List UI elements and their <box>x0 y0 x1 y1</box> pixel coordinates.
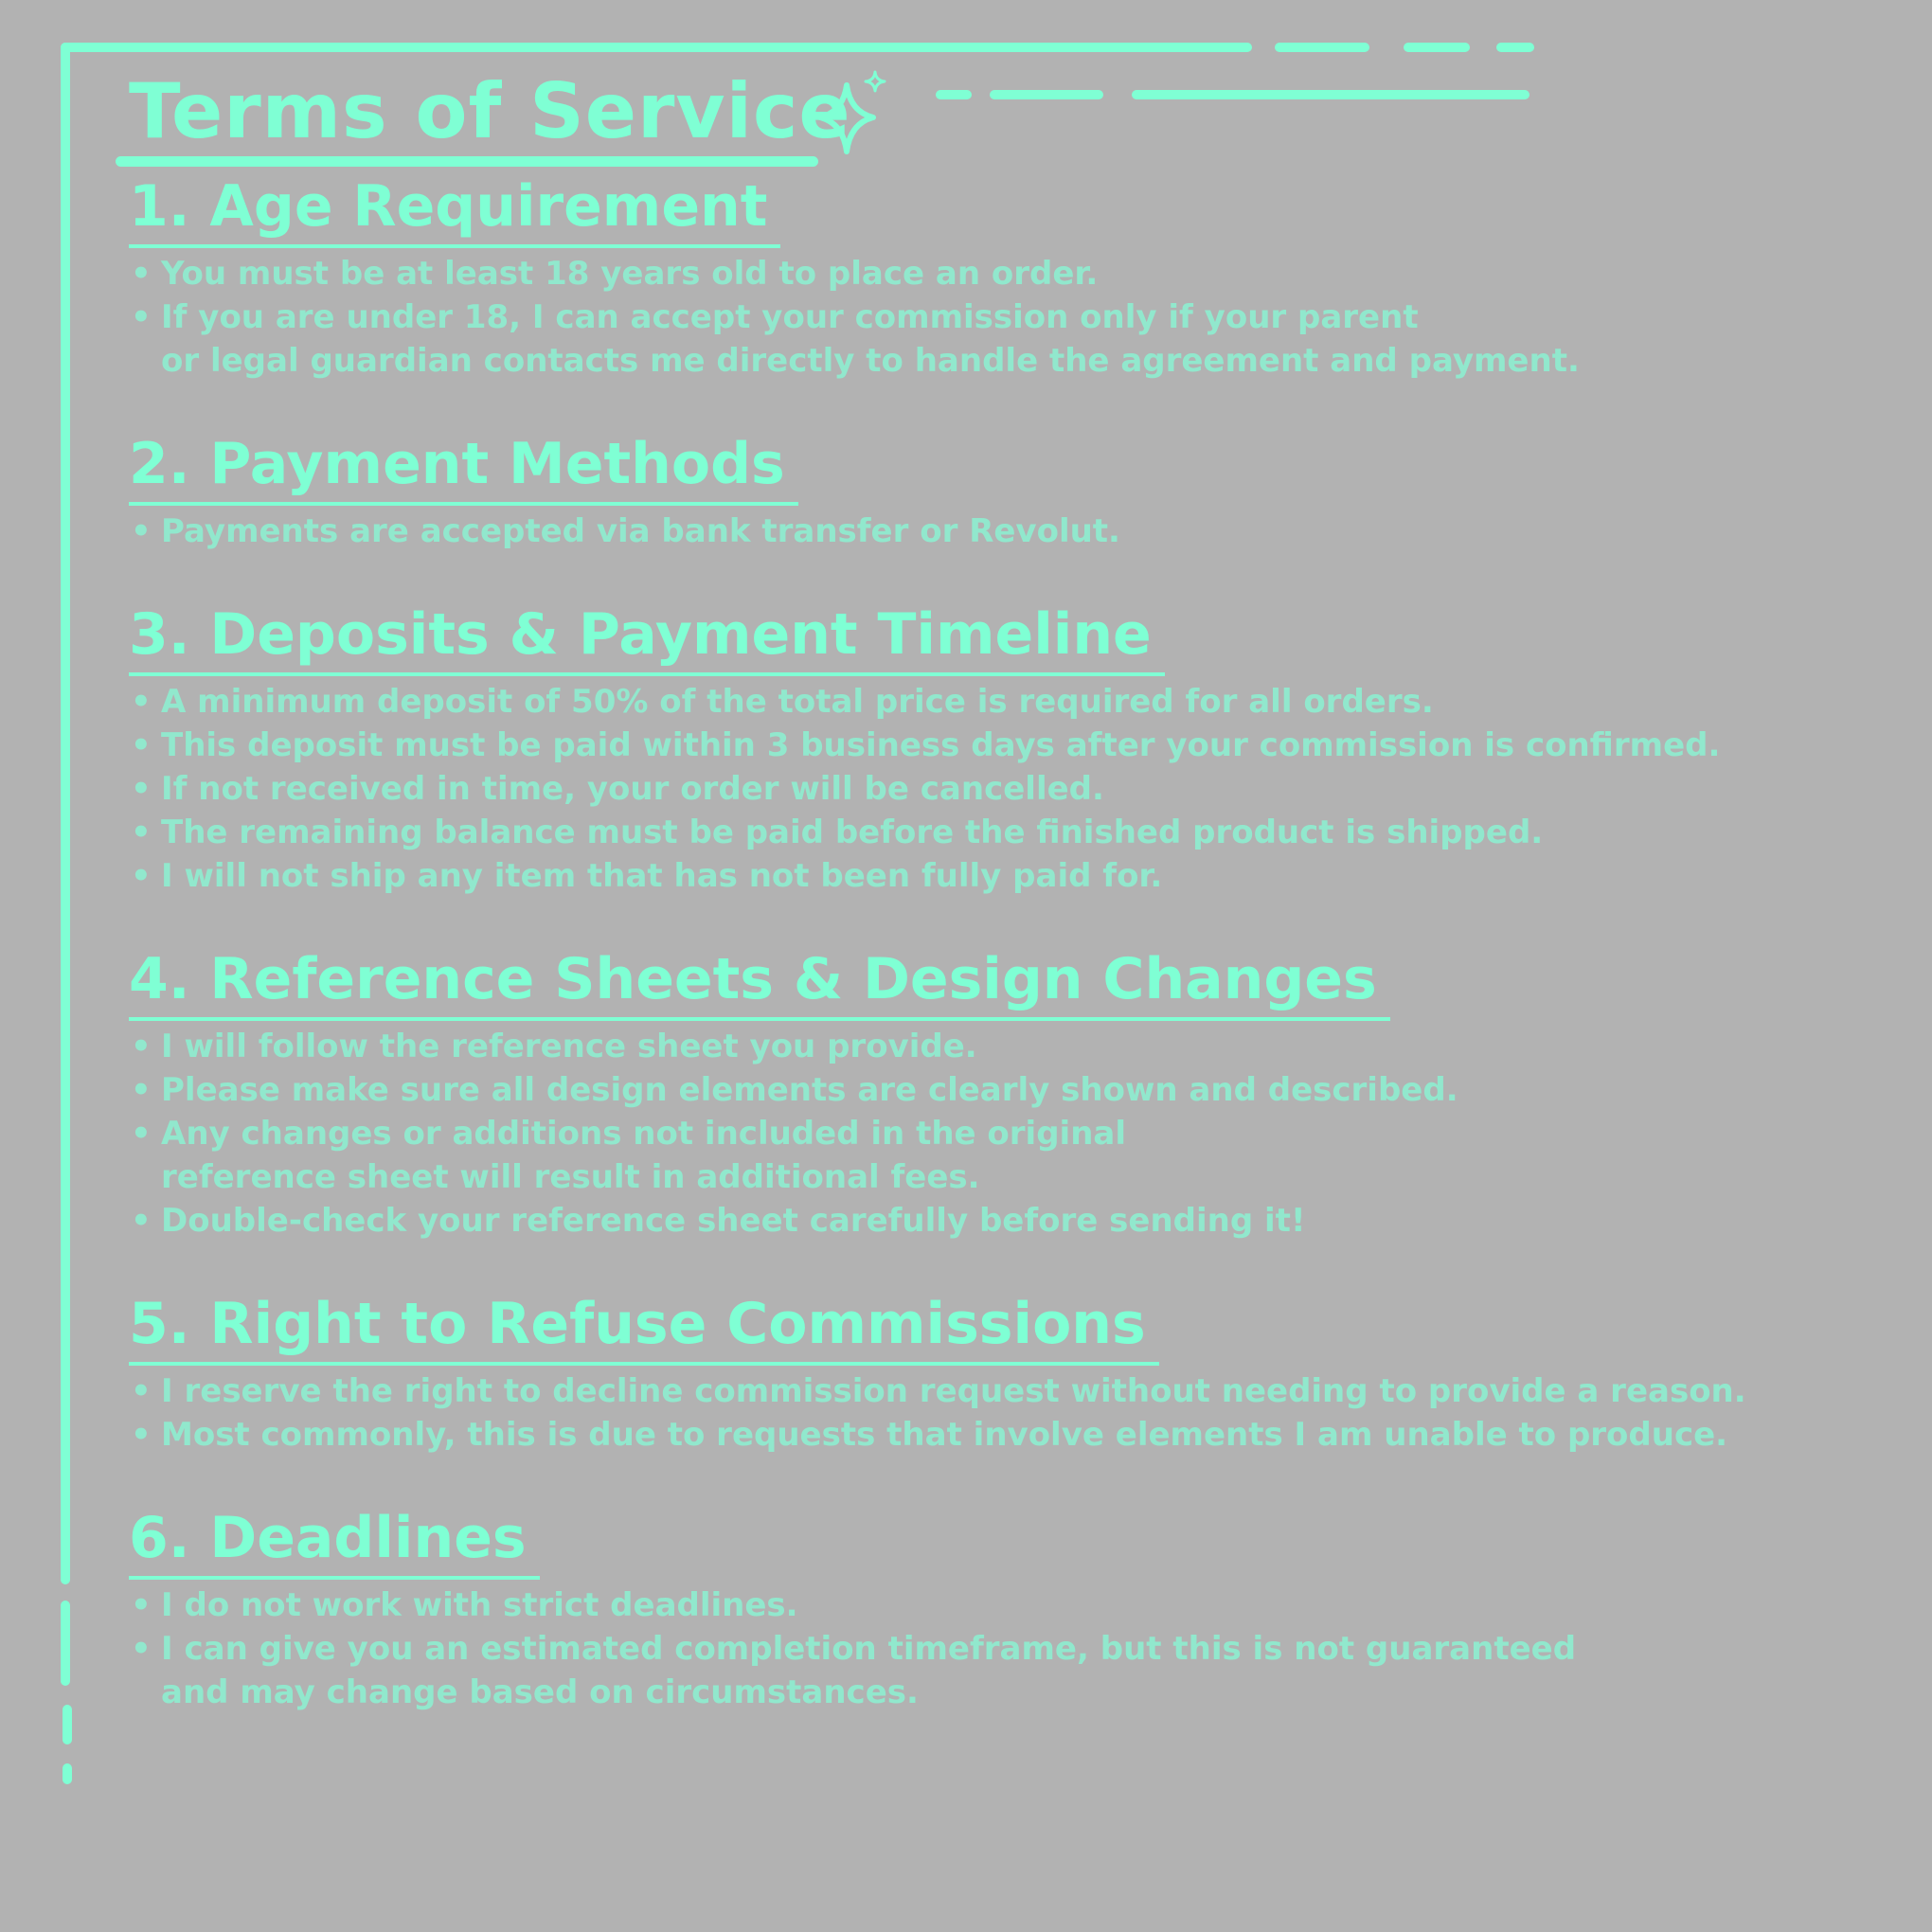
terms-section <box>129 941 1919 1243</box>
terms-section <box>129 1286 1919 1457</box>
section-heading: 1. Age Requirement <box>129 169 780 248</box>
section-heading: 6. Deadlines <box>129 1500 540 1580</box>
bullet-text: This deposit must be paid within 3 business days after your commission is confirmed. <box>161 726 1721 764</box>
bullet-item <box>129 252 1919 295</box>
bullet-item <box>129 1413 1919 1457</box>
bullet-text: I do not work with strict deadlines. <box>161 1586 798 1624</box>
frame-dash <box>63 1705 72 1744</box>
bullet-item <box>129 295 1919 383</box>
frame-left-line <box>61 43 70 1584</box>
bullet-dot-icon: • <box>131 255 152 293</box>
bullet-text: A minimum deposit of 50% of the total price is required for all orders. <box>161 683 1434 721</box>
title-underline <box>116 156 818 167</box>
frame-dash <box>1275 43 1369 52</box>
page-title: Terms of Service <box>129 67 851 155</box>
bullet-text: Please make sure all design elements are clearly shown and described. <box>161 1071 1458 1109</box>
section-heading: 5. Right to Refuse Commissions <box>129 1286 1159 1366</box>
bullet-text: I will follow the reference sheet you provide. <box>161 1028 977 1065</box>
terms-section <box>129 426 1919 553</box>
bullet-list <box>129 252 1919 383</box>
frame-dash <box>1132 90 1530 99</box>
frame-dash <box>1404 43 1470 52</box>
terms-section <box>129 597 1919 898</box>
frame-dash <box>990 90 1103 99</box>
bullet-list <box>129 1369 1919 1457</box>
section-heading: 4. Reference Sheets & Design Changes <box>129 941 1390 1021</box>
frame-dash <box>63 1763 72 1784</box>
bullet-dot-icon: • <box>131 1416 152 1454</box>
terms-section <box>129 1500 1919 1714</box>
terms-content <box>129 169 1919 1714</box>
bullet-dot-icon: • <box>131 512 152 550</box>
frame-dash <box>61 1601 70 1686</box>
sparkle-icon <box>816 68 892 159</box>
bullet-dot-icon: • <box>131 814 152 851</box>
bullet-item <box>129 1583 1919 1627</box>
bullet-dot-icon: • <box>131 1115 152 1153</box>
bullet-dot-icon: • <box>131 770 152 808</box>
bullet-item <box>129 680 1919 724</box>
frame-top-line <box>61 43 1252 52</box>
bullet-dot-icon: • <box>131 857 152 895</box>
bullet-list <box>129 1025 1919 1243</box>
bullet-text: Most commonly, this is due to requests that involve elements I am unable to produce. <box>161 1416 1728 1454</box>
bullet-text: If you are under 18, I can accept your commission only if your parent or legal guardian contacts me directly to handle the agreement and payment. <box>161 298 1580 380</box>
bullet-dot-icon: • <box>131 1028 152 1065</box>
bullet-item <box>129 767 1919 811</box>
bullet-item <box>129 811 1919 854</box>
bullet-item <box>129 1068 1919 1112</box>
bullet-text: I reserve the right to decline commission request without needing to provide a reason. <box>161 1372 1746 1410</box>
bullet-text: The remaining balance must be paid before the finished product is shipped. <box>161 814 1544 851</box>
bullet-item <box>129 1199 1919 1243</box>
bullet-text: I will not ship any item that has not been fully paid for. <box>161 857 1163 895</box>
terms-section <box>129 169 1919 383</box>
bullet-text: If not received in time, your order will be cancelled. <box>161 770 1104 808</box>
bullet-dot-icon: • <box>131 1630 152 1668</box>
bullet-dot-icon: • <box>131 1372 152 1410</box>
bullet-dot-icon: • <box>131 1071 152 1109</box>
bullet-dot-icon: • <box>131 726 152 764</box>
section-heading: 2. Payment Methods <box>129 426 798 506</box>
bullet-text: You must be at least 18 years old to place an order. <box>161 255 1099 293</box>
bullet-item <box>129 724 1919 767</box>
bullet-dot-icon: • <box>131 298 152 336</box>
section-heading: 3. Deposits & Payment Timeline <box>129 597 1165 676</box>
bullet-item <box>129 1369 1919 1413</box>
bullet-list <box>129 680 1919 898</box>
bullet-text: Double-check your reference sheet carefully before sending it! <box>161 1202 1306 1240</box>
bullet-list <box>129 510 1919 553</box>
bullet-dot-icon: • <box>131 1586 152 1624</box>
frame-dash <box>1496 43 1534 52</box>
bullet-item <box>129 510 1919 553</box>
bullet-item <box>129 1025 1919 1068</box>
bullet-item <box>129 854 1919 898</box>
bullet-item <box>129 1112 1919 1199</box>
frame-dash <box>936 90 972 99</box>
bullet-text: Any changes or additions not included in the original reference sheet will result in additional fees. <box>161 1115 1127 1196</box>
bullet-text: Payments are accepted via bank transfer or Revolut. <box>161 512 1120 550</box>
bullet-list <box>129 1583 1919 1714</box>
bullet-item <box>129 1627 1919 1714</box>
bullet-dot-icon: • <box>131 1202 152 1240</box>
bullet-text: I can give you an estimated completion timeframe, but this is not guaranteed and may change based on circumstances. <box>161 1630 1577 1711</box>
bullet-dot-icon: • <box>131 683 152 721</box>
